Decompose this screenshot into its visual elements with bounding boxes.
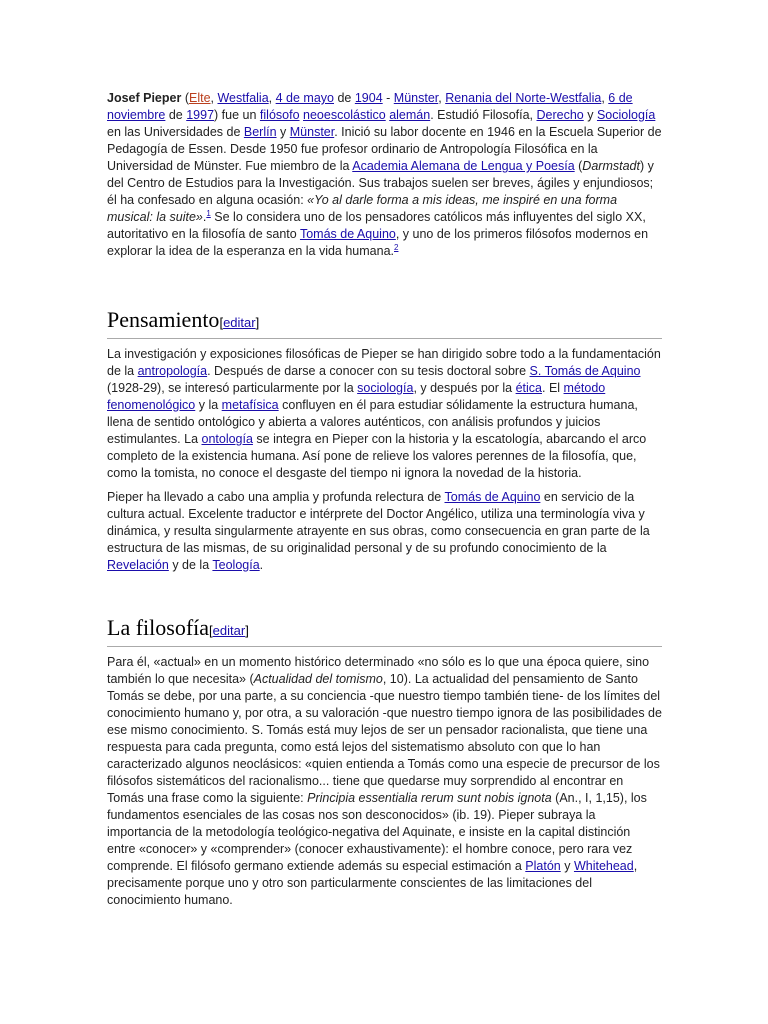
pensamiento-paragraph-1: La investigación y exposiciones filosóficas de Pieper se han dirigido sobre todo a la fundamentación de la antropología. Después de darse a conocer con su tesis doctoral sobre S. Tomás de Aquino (1928-29), se interesó particularmente por la sociología, y después por la ética. El método fenomenológico y la metafísica confluyen en él para estudiar sólidamente la estructura humana, llena de sentido ontológico y abierta a valores auténticos, con análisis profundos y juicios estimulantes. La ontología se integra en Pieper con la historia y la escatología, abarcando el arco completo de la existencia humana. Así pone de relieve los valores perennes de la filosofía, que, como la tomista, no conoce el desgaste del tiempo ni ignora la novedad de la historia. [107, 347, 661, 480]
link-berlin[interactable]: Berlín [243, 125, 277, 139]
link-metafisica[interactable]: metafísica [221, 398, 279, 412]
intro-paragraph: Josef Pieper (Elte, Westfalia, 4 de mayo de 1904 - Münster, Renania del Norte-Westfalia, 6 de noviembre de 1997) fue un filósofo neoescolástico alemán. Estudió Filosofía, Derecho y Sociología en las Universidades de Berlín y Münster. Inició su labor docente en 1946 en la Escuela Superior de Pedagogía de Essen. Desde 1950 fue profesor ordinario de Antropología Filosófica en la Universidad de Münster. Fue miembro de la Academia Alemana de Lengua y Poesía (Darmstadt) y del Centro de Estudios para la Investigación. Sus trabajos suelen ser breves, ágiles y enjundiosos; él ha confesado en alguna ocasión: «Yo al darle forma a mis ideas, me inspiré en una forma musical: la suite».$^1$ Se lo considera uno de los pensadores católicos más influyentes del siglo XX, autoritativo en la filosofía de santo Tomás de Aquino, y uno de los primeros filósofos modernos en explorar la idea de la esperanza en la vida humana.$^2$ [107, 91, 662, 258]
actualidad-title: Actualidad del tomismo [253, 672, 383, 686]
link-etica[interactable]: ética [515, 381, 542, 395]
pensamiento-paragraph-2: Pieper ha llevado a cabo una amplia y profunda relectura de Tomás de Aquino en servicio de la cultura actual. Excelente traductor e intérprete del Doctor Angélico, utiliza una terminología viva y dinámica, y resulta singularmente atrayente en sus obras, como consecuencia en gran parte de la estructura de las mismas, de su originalidad personal y de su profundo conocimiento de la Revelación y de la Teología. [107, 490, 650, 572]
link-s-tomas[interactable]: S. Tomás de Aquino [529, 364, 641, 378]
link-whitehead[interactable]: Whitehead [573, 859, 634, 873]
link-sociologia[interactable]: Sociología [596, 108, 656, 122]
link-munster-2[interactable]: Münster [289, 125, 335, 139]
principia-quote: Principia essentialia rerum sunt nobis ignota [307, 791, 552, 805]
link-death-date[interactable]: 6 de noviembre [107, 91, 633, 122]
link-ontologia[interactable]: ontología [201, 432, 253, 446]
link-aleman[interactable]: alemán [389, 108, 431, 122]
reference-1[interactable]: 1 [206, 208, 211, 218]
darmstadt-text: Darmstadt [582, 159, 640, 173]
link-academia[interactable]: Academia Alemana de Lengua y Poesía [352, 159, 575, 173]
link-elte[interactable]: Elte [188, 91, 211, 105]
link-renania[interactable]: Renania del Norte-Westfalia [445, 91, 602, 105]
link-sociologia-2[interactable]: sociología [357, 381, 414, 395]
article-body [107, 90, 662, 909]
link-death-year[interactable]: 1997 [186, 108, 215, 122]
link-munster[interactable]: Münster [393, 91, 439, 105]
suite-quote: «Yo al darle forma a mis ideas, me inspiré en una forma musical: la suite» [107, 193, 618, 224]
section-heading-pensamiento: Pensamiento[editar] [107, 306, 662, 339]
edit-section-la-filosofia: [editar] [209, 623, 249, 638]
link-tomas-de-aquino-2[interactable]: Tomás de Aquino [444, 490, 541, 504]
edit-section-pensamiento: [editar] [219, 315, 260, 330]
link-tomas-de-aquino[interactable]: Tomás de Aquino [299, 227, 396, 241]
link-platon[interactable]: Platón [525, 859, 561, 873]
reference-2[interactable]: 2 [394, 242, 399, 252]
link-teologia[interactable]: Teología [212, 558, 260, 572]
edit-link-pensamiento[interactable]: editar [223, 315, 256, 330]
link-birth-date[interactable]: 4 de mayo [275, 91, 334, 105]
link-metodo-fenomenologico[interactable]: método fenomenológico [107, 381, 606, 412]
link-birth-year[interactable]: 1904 [354, 91, 383, 105]
link-filosofo[interactable]: filósofo [259, 108, 300, 122]
section-heading-la-filosofia: La filosofía[editar] [107, 614, 662, 647]
edit-link-la-filosofia[interactable]: editar [212, 623, 246, 638]
link-derecho[interactable]: Derecho [536, 108, 584, 122]
link-westfalia[interactable]: Westfalia [217, 91, 269, 105]
filosofia-paragraph-1: Para él, «actual» en un momento histórico determinado «no sólo es lo que una época quiere, sino también lo que necesita» (Actualidad del tomismo, 10). La actualidad del pensamiento de Santo Tomás se debe, por una parte, a su conciencia -que nuestro tiempo también tiene- de los límites del conocimiento humano y, por otra, a su valoración -que nuestro tiempo ignora de las posibilidades de ese mismo conocimiento. S. Tomás está muy lejos de ser un pensador racionalista, que tiene una respuesta para cada pregunta, como está lejos del sistematismo absoluto con que lo han caracterizado algunos neoclásicos: «quien entienda a Tomás como una especie de precursor de los filósofos sistemáticos del racionalismo... tiene que quedarse muy sorprendido al encontrar en Tomás una frase como la siguiente: Principia essentialia rerum sunt nobis ignota (An., I, 1,15), los fundamentos esenciales de las cosas nos son desconocidos» (ib. 19). Pieper subraya la importancia de la metodología teológico-negativa del Aquinate, e insiste en la capital distinción entre «conocer» y «comprender» (conocer exhaustivamente): el hombre conoce, pero rara vez comprende. El filósofo germano extiende además su especial estimación a Platón y Whitehead, precisamente porque uno y otro son particularmente conscientes de las limitaciones del conocimiento humano. [107, 655, 662, 907]
link-antropologia[interactable]: antropología [137, 364, 208, 378]
link-revelacion[interactable]: Revelación [107, 558, 169, 572]
link-neoescolastico[interactable]: neoescolástico [303, 108, 386, 122]
subject-name: Josef Pieper [107, 91, 182, 105]
